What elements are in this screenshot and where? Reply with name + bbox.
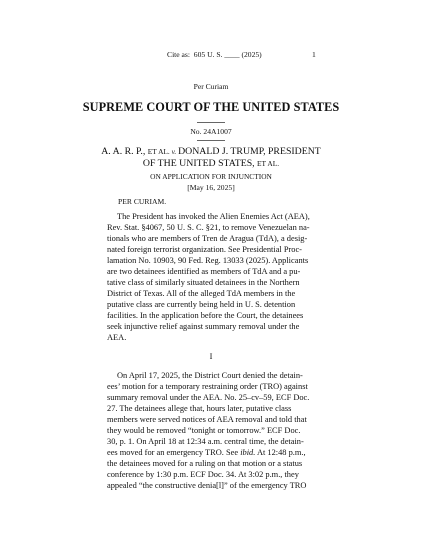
paragraph-2-line: On April 17, 2025, the District Court denied the detain-: [117, 371, 303, 380]
caption-et-al: ET AL.: [257, 158, 280, 168]
paragraph-1-line: tionals who are members of Tren de Aragua (TdA), a desig-: [107, 234, 308, 243]
paragraph-1-line: tative class of similarly situated detainees in the Northern: [107, 278, 300, 287]
divider-rule: [197, 122, 225, 123]
court-title: SUPREME COURT OF THE UNITED STATES: [82, 100, 340, 114]
paragraph-1-line: seek injunctive relief against summary removal under the: [107, 322, 300, 331]
caption-petitioner: A. A. R. P.,: [101, 146, 148, 157]
caption-respondent-cont: OF THE UNITED STATES,: [142, 157, 258, 169]
paragraph-1-line: nated foreign terrorist organization. See Presidential Proc-: [107, 245, 302, 254]
paragraph-2-line: appealed “the constructive denia[l]” of the emergency TRO: [107, 481, 307, 490]
application-line: ON APPLICATION FOR INJUNCTION: [150, 172, 272, 181]
paragraph-1-line: The President has invoked the Alien Enemies Act (AEA),: [117, 212, 310, 221]
paragraph-1-line: lamation No. 10903, 90 Fed. Reg. 13033 (2025). Applicants: [107, 256, 309, 265]
paragraph-1-line: Rev. Stat. §4067, 50 U. S. C. §21, to remove Venezuelan na-: [107, 223, 310, 232]
paragraph-2-line: they would be removed “tonight or tomorrow.” ECF Doc.: [107, 426, 301, 435]
caption-respondent: DONALD J. TRUMP, PRESIDENT: [178, 146, 321, 157]
caption-et-al: ET AL.: [147, 147, 170, 156]
paragraph-2-line: conference by 1:30 p.m. ECF Doc. 34. At 3:02 p.m., they: [107, 470, 299, 479]
paragraph-1-line: facilities. In the application before the Court, the detainees: [107, 311, 304, 320]
paragraph-1-line: putative class are currently being held in U. S. detention: [107, 300, 296, 309]
section-heading: I: [209, 352, 213, 361]
per-curiam-byline: PER CURIAM.: [118, 197, 167, 206]
paragraph-2-line: 27. The detainees allege that, hours later, putative class: [107, 404, 292, 413]
paragraph-1-line: are two detainees identified as members of TdA and a pu-: [107, 267, 301, 276]
caption-line-1: [0, 146, 422, 158]
case-caption: [0, 146, 422, 169]
paragraph-2-line: [107, 447, 306, 458]
paragraph-2-line: ees’ motion for a temporary restraining order (TRO) against: [107, 382, 308, 391]
caption-line-2: [0, 158, 422, 170]
paragraph-2-line: 30, p. 1. On April 18 at 12:34 a.m. central time, the detain-: [107, 437, 304, 446]
paragraph-2-line: summary removal under the AEA. No. 25–cv–59, ECF Doc.: [107, 393, 310, 402]
divider-rule: [197, 140, 225, 141]
per-curiam-header: Per Curiam: [193, 82, 229, 91]
paragraph-1-line: District of Texas. All of the alleged TdA members in the: [107, 289, 296, 298]
paragraph-2-line: members were served notices of AEA removal and told that: [107, 415, 307, 424]
paragraph-2-text: At 12:48 p.m.,: [255, 448, 306, 457]
paragraph-2-text: ees moved for an emergency TRO. See: [107, 448, 241, 457]
ibid-citation: ibid.: [240, 448, 256, 457]
docket-number: No. 24A1007: [190, 127, 232, 136]
citation-header: Cite as: 605 U. S. ____ (2025): [167, 50, 262, 59]
paragraph-1-line: AEA.: [107, 333, 127, 342]
paragraph-2-line: the detainees moved for a ruling on that motion or a status: [107, 459, 303, 468]
page-number: 1: [312, 50, 316, 59]
caption-versus: v.: [169, 147, 179, 156]
decision-date: [May 16, 2025]: [187, 183, 235, 192]
